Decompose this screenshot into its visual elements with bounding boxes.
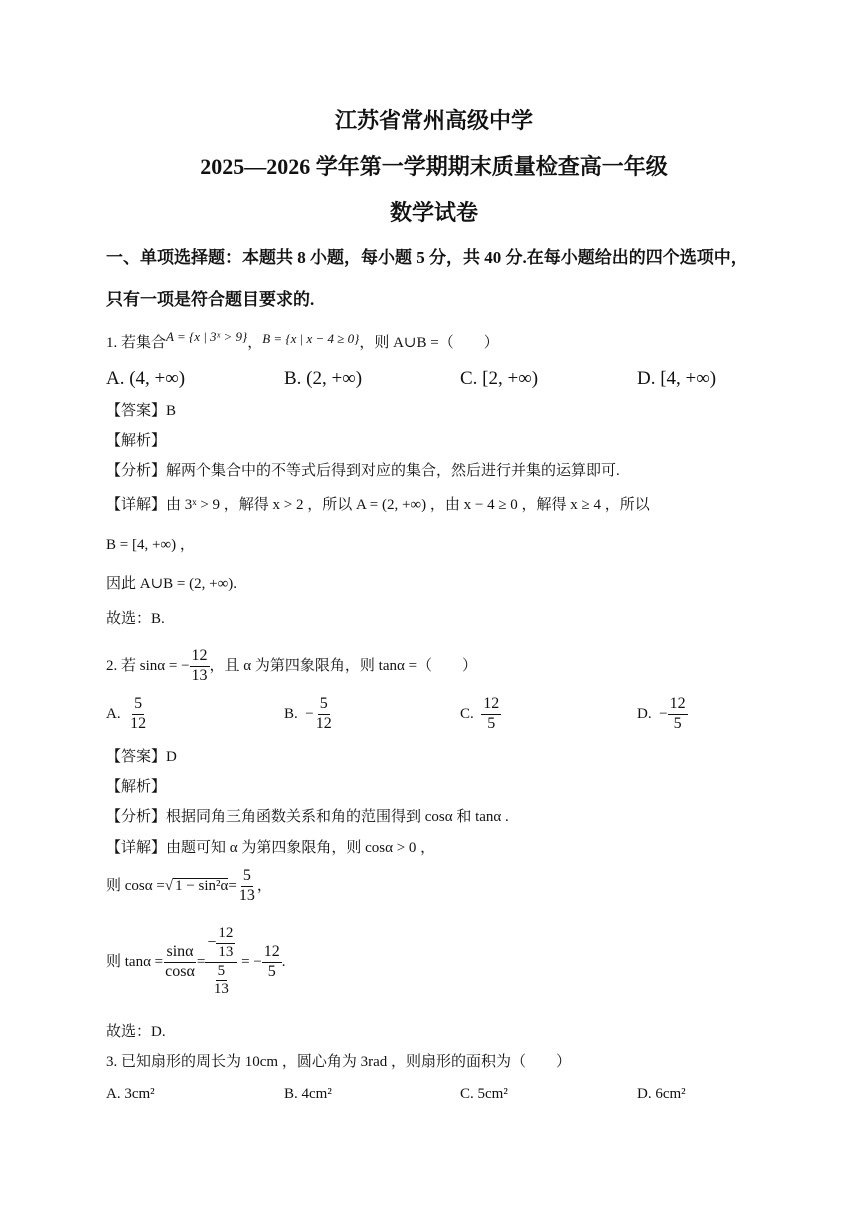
q2-option-d-letter: D.	[637, 705, 652, 722]
q2-option-b-letter: B.	[284, 705, 298, 722]
q2-detail-3-equals-1: =	[196, 953, 206, 970]
q2-option-c	[460, 696, 501, 733]
q2-choose: 故选：D.	[106, 1024, 166, 1040]
q1-label: 1. 若集合	[106, 335, 167, 351]
q2-analysis-tag: 【解析】	[106, 779, 167, 795]
q2-detail-3-result-num: 12	[262, 944, 282, 963]
q2-detail-2-prefix: 则 cosα =	[106, 877, 165, 894]
q1-detail-3: 因此 A∪B = (2, +∞).	[106, 576, 238, 592]
q1-analysis-tag: 【解析】	[106, 433, 167, 449]
q2-detail-3-result-den: 5	[267, 962, 276, 980]
q1-option-c: C. [2, +∞)	[460, 368, 539, 389]
q2-sin-num: 12	[190, 648, 210, 667]
q2-option-b-num: 5	[318, 696, 330, 715]
q2-option-d-sign: −	[659, 705, 668, 722]
q1-analysis: 【分析】解两个集合中的不等式后得到对应的集合，然后进行并集的运算即可.	[106, 463, 620, 479]
q2-detail-3-sin: sinα	[164, 944, 195, 963]
q2-detail-2-suffix: ，	[256, 877, 272, 894]
q2-option-a-letter: A.	[106, 705, 121, 722]
q2-ask: ，且 α 为第四象限角，则 tanα =（ ）	[209, 657, 478, 674]
q2-detail-3-prefix: 则 tanα =	[106, 953, 164, 970]
q2-option-c-letter: C.	[460, 705, 474, 722]
q1-option-a: A. (4, +∞)	[106, 368, 186, 389]
q2-sin-den: 13	[191, 666, 208, 684]
school-title: 江苏省常州高级中学	[334, 108, 533, 133]
q2-detail-2-den: 13	[238, 886, 255, 904]
q2-option-a-num: 5	[132, 696, 144, 715]
q2-option-b-den: 12	[315, 714, 332, 732]
q2-option-d-num: 12	[668, 696, 688, 715]
q2-option-b	[284, 696, 334, 733]
q3-option-a: A. 3cm²	[106, 1086, 155, 1102]
q2-detail-3	[106, 926, 286, 998]
q1-ask: ，则 A∪B =（ ）	[359, 335, 499, 351]
q2-detail-2: 则 cosα = √ 1 − sin²α = $\frac{5}{13}$ ，	[106, 867, 272, 904]
q2-option-d	[637, 696, 688, 733]
q2-detail-3-equals-2: = −	[237, 953, 262, 970]
subject-title: 数学试卷	[389, 200, 478, 225]
q1-detail-1: 【详解】由 3ˣ > 9 ，解得 x > 2 ，所以 A = (2, +∞) ，由 x − 4 ≥ 0 ，解得 x ≥ 4 ，所以	[106, 497, 650, 513]
q1-set-a: A = {x | 3ˣ > 9}	[166, 329, 248, 344]
q1-answer: 【答案】B	[106, 403, 177, 419]
q1-set-b: B = {x | x − 4 ≥ 0}	[262, 331, 360, 346]
q1-separator: ，	[247, 335, 263, 351]
q2-label: 2. 若 sinα = −	[106, 657, 190, 674]
q2-detail-2-num: 5	[241, 868, 253, 887]
q2-answer: 【答案】D	[106, 749, 177, 765]
q2-detail-2-radicand: 1 − sin²α	[175, 878, 229, 895]
q1-option-b: B. (2, +∞)	[284, 368, 363, 389]
q3-option-c: C. 5cm²	[460, 1086, 508, 1102]
q2-detail-3-cos: cosα	[165, 962, 195, 980]
q2-detail-3-inner-den: 13	[218, 943, 234, 960]
q2-detail-3-inner-num: 12	[216, 926, 235, 944]
q1-detail-2: B = [4, +∞) ，	[106, 537, 195, 553]
section-heading-line1: 一、单项选择题：本题共 8 小题，每小题 5 分，共 40 分.在每小题给出的四个选项中，	[106, 248, 748, 267]
q2-analysis: 【分析】根据同角三角函数关系和角的范围得到 cosα 和 tanα .	[106, 809, 509, 825]
q2-detail-3-lower-num: 5	[216, 964, 228, 982]
q2-option-c-den: 5	[487, 714, 496, 732]
q2-detail-3-period: .	[281, 953, 286, 970]
exam-title: 2025—2026 学年第一学期期末质量检查高一年级	[200, 154, 668, 179]
q1-option-d: D. [4, +∞)	[637, 368, 717, 389]
q1-choose: 故选：B.	[106, 611, 165, 627]
q3-option-b: B. 4cm²	[284, 1086, 332, 1102]
q2-detail-2-equals: =	[228, 877, 237, 894]
q3-option-d: D. 6cm²	[637, 1086, 686, 1102]
q2-detail-3-lower-den: 13	[213, 981, 229, 998]
q2-option-d-den: 5	[673, 714, 682, 732]
question-2-stem	[106, 648, 477, 685]
q2-option-c-num: 12	[481, 696, 501, 715]
q2-option-b-sign: −	[305, 705, 314, 722]
q2-detail-1: 【详解】由题可知 α 为第四象限角，则 cosα > 0 ，	[106, 840, 436, 856]
q2-detail-3-compound-fraction: − $\frac{12}{13}$ $\frac{5}{13}$	[205, 926, 237, 998]
q2-sin-fraction	[190, 648, 210, 685]
section-heading-line2: 只有一项是符合题目要求的.	[106, 290, 315, 309]
q2-option-a-den: 12	[130, 714, 147, 732]
q2-option-a	[106, 696, 148, 733]
question-3-stem: 3. 已知扇形的周长为 10cm ，圆心角为 3rad ，则扇形的面积为（ ）	[106, 1054, 571, 1070]
question-1-stem	[106, 329, 499, 351]
